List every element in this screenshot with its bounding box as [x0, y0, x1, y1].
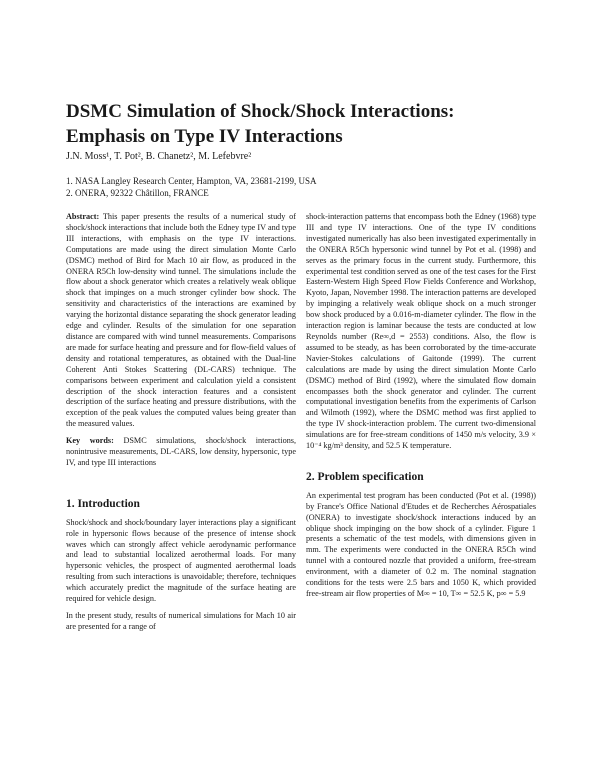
affiliation-1: 1. NASA Langley Research Center, Hampton, VA, 23681-2199, USA [66, 176, 317, 186]
abstract-text: This paper presents the results of a numerical study of shock/shock interactions that include both the Edney type IV and type III interactions, with emphasis on the type IV interactions. Computations are made using the direct simulation Monte Carlo (DSMC) method of Bird for Mach 10 air flow, as produced in the ONERA R5Ch low-density wind tunnel. The simulations include the flow about a shock generator which creates a relatively weak oblique shock that impinges on a much stronger cylinder bow shock. The sensitivity and characteristics of the interactions are examined by varying the horizontal distance separating the shock generator leading edge and cylinder. Results of the simulation for one separation distance are compared with wind tunnel measurements. Comparisons are made for surface heating and pressure and for flow-field values of density and rotational temperatures, as obtained with the Dual-line Coherent Anti Stokes Scattering (DL-CARS) technique. The comparisons between experiment and calculation yield a consistent description of the shock interaction features and a consistent description of the surface heating and pressure distributions, with the exception of the peak values the computed values being greater than the measured values. [66, 212, 296, 429]
right-column [306, 212, 536, 606]
problem-paragraph-1: An experimental test program has been conducted (Pot et al. (1998)) by France's Office National d'Etudes et de Recherches Aérospatiales (ONERA) to investigate shock/shock interactions induced by an oblique shock impinging on the bow shock of a cylinder. Figure 1 presents a schematic of the test models, with dimensions given in mm. The experiments were conducted in the ONERA R5Ch wind tunnel with a contoured nozzle that provided a uniform, free-stream environment, with a diameter of 0.2 m. The nominal stagnation conditions for the tests were 2.5 bars and 1050 K, which provided free-stream air flow properties of M∞ = 10, T∞ = 52.5 K, p∞ = 5.9 [306, 490, 536, 598]
intro-paragraph-continued: shock-interaction patterns that encompass both the Edney (1968) type III and type IV interactions. One of the type IV conditions investigated numerically has also been investigated experimentally in the ONERA R5Ch hypersonic wind tunnel by Pot et al. (1998) and serves as the primary focus in the current study. Furthermore, this experimental test condition served as one of the test cases for the First Eastern-Western High Speed Flow Fields Conference and Workshop, Kyoto, Japan, November 1998. The interaction patterns are developed by impinging a relatively weak oblique shock on a much stronger bow shock produced by a 0.016-m-diameter cylinder. The flow in the interaction region is laminar because the tests are conducted at low Reynolds number (Re∞,d = 2553) conditions. Also, the flow is assumed to be steady, as has been corroborated by the time-accurate Navier-Stokes calculations of Gaitonde (1999). The current calculations are made by using the direct simulation Monte Carlo (DSMC) method of Bird (1992), where the simulated flow domain encompasses both the shock generator and cylinder. The current computational investigation benefits from the experiments of Carlson and Wilmoth (1992), where the DSMC method was first applied to the type IV shock-interaction problem. The current two-dimensional simulations are for free-stream conditions of 1450 m/s velocity, 3.9 × 10⁻⁴ kg/m³ density, and 52.5 K temperature. [306, 212, 536, 451]
left-column [66, 212, 296, 639]
intro-paragraph-1: Shock/shock and shock/boundary layer interactions play a significant role in hypersonic flows because of the presence of intense shock waves which can strongly affect vehicle aerodynamic performance and lead to substantial localized aerothermal loads. For many hypersonic vehicles, the prospect of augmented aerothermal loads resulting from such interactions is unavoidable; therefore, techniques which accurately predict the magnitude of the surface heating are required for vehicle design. [66, 517, 296, 604]
author-list: J.N. Moss¹, T. Pot², B. Chanetz², M. Lefebvre² [66, 151, 252, 162]
intro-paragraph-2: In the present study, results of numerical simulations for Mach 10 air are presented for a range of [66, 611, 296, 631]
abstract-label: Abstract: [66, 212, 100, 221]
keywords-text: DSMC simulations, shock/shock interactions, nonintrusive measurements, DL-CARS, low density, hypersonic, type IV, and type III interactions [66, 436, 297, 467]
affiliation-2: 2. ONERA, 92322 Châtillon, FRANCE [66, 188, 209, 198]
intro-heading: 1. Introduction [66, 497, 140, 510]
problem-heading: 2. Problem specification [306, 470, 424, 483]
keywords-label: Key words: [66, 436, 114, 446]
abstract [66, 212, 296, 430]
title-line-1: DSMC Simulation of Shock/Shock Interactions: [66, 101, 455, 122]
keywords [66, 436, 296, 469]
paper-title [66, 99, 546, 149]
title-line-2: Emphasis on Type IV Interactions [66, 126, 343, 147]
